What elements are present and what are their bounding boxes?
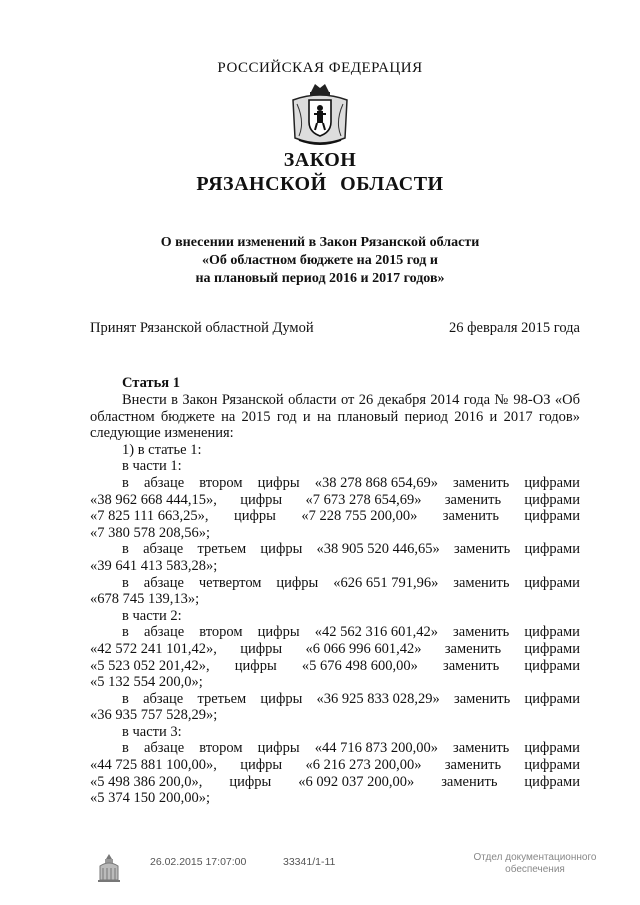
word: «6 216 273 200,00» [305,757,422,774]
word: цифры [240,491,283,508]
text-line [90,774,580,791]
word: «38 962 668 444,15», [90,491,217,508]
coat-of-arms-icon [285,82,355,150]
word: «36 925 833 028,29» [316,690,440,707]
word: «42 572 241 101,42», [90,640,217,657]
word: абзаце [143,740,185,757]
word: заменить [442,508,499,525]
word: цифры [257,624,300,641]
word: «38 905 520 446,65» [316,541,440,558]
word: «6 092 037 200,00» [298,773,415,790]
word: цифрами [524,757,580,774]
registration-footer [0,852,640,892]
word: заменить [453,624,510,641]
word: заменить [443,657,500,674]
word: «42 562 316 601,42» [314,624,438,641]
word: третьем [197,541,247,558]
word: «5 523 052 201,42», [90,657,210,674]
word: в [122,740,129,757]
word: заменить [453,574,510,591]
word: цифры [240,640,283,657]
word: четвертом [198,574,262,591]
word: цифры [260,690,303,707]
word: заменить [444,491,502,508]
law-title-line1: ЗАКОН [283,149,357,171]
adoption-date: 26 февраля 2015 года [448,320,580,336]
law-title [0,148,640,196]
word: «6 066 996 601,42» [305,640,422,657]
word: цифрами [524,574,580,591]
word: заменить [453,474,510,491]
department-line2: обеспечения [505,864,565,875]
word: «626 651 791,96» [333,574,439,591]
word: «44 725 881 100,00», [90,757,217,774]
text-line [90,475,580,492]
text-line [90,492,580,509]
word: цифры [257,474,300,491]
word: в [122,474,129,491]
word: цифры [260,541,303,558]
adopted-by: Принят Рязанской областной Думой [90,320,314,336]
word: абзаце [143,474,185,491]
word: цифрами [524,773,580,790]
word: абзаце [143,574,184,591]
duma-building-icon [96,852,122,884]
word: цифры [240,757,283,774]
law-title-line2: РЯЗАНСКОЙ ОБЛАСТИ [196,173,444,195]
word: цифры [257,740,300,757]
department-stamp [450,852,620,876]
word: втором [199,740,243,757]
word: цифрами [524,624,580,641]
registration-number: 33341/1-11 [283,856,336,868]
text-line [90,575,580,592]
text-line: «36 935 757 528,29»; [90,707,218,724]
part-1-heading: в части 1: [122,458,182,475]
text-line [90,641,580,658]
text-line [90,740,580,757]
word: цифрами [524,474,580,491]
word: цифры [233,508,276,525]
word: заменить [444,640,502,657]
word: цифрами [524,508,580,525]
text-line [90,658,580,675]
word: «5 498 386 200,0», [90,773,203,790]
word: заменить [444,757,502,774]
word: заменить [454,690,511,707]
word: цифрами [524,491,580,508]
word: абзаце [143,624,185,641]
country-name: РОССИЙСКАЯ ФЕДЕРАЦИЯ [217,60,423,76]
text-line [90,508,580,525]
item-1: 1) в статье 1: [122,441,202,458]
word: в [122,690,129,707]
word: абзаце [143,541,184,558]
article-heading: Статья 1 [122,375,180,391]
word: в [122,541,129,558]
law-subject [0,234,640,288]
word: заменить [454,541,511,558]
word: абзаце [143,690,184,707]
word: заменить [453,740,510,757]
word: цифрами [524,740,580,757]
department-line1: Отдел документационного [473,852,597,863]
text-line: «7 380 578 208,56»; [90,524,211,541]
word: «7 228 755 200,00» [301,508,418,525]
word: «5 676 498 600,00» [301,657,418,674]
text-line: «678 745 139,13»; [90,591,200,608]
subject-line3: на плановый период 2016 и 2017 годов» [195,271,445,286]
text-line [90,757,580,774]
word: заменить [441,773,498,790]
word: цифрами [524,690,580,707]
word: втором [199,474,243,491]
text-line [90,541,580,558]
word: цифрами [524,640,580,657]
word: цифрами [524,541,580,558]
word: цифрами [524,657,580,674]
word: втором [199,624,243,641]
subject-line2: «Об областном бюджете на 2015 год и [202,253,438,268]
text-line: «39 641 413 583,28»; [90,557,218,574]
word: «7 825 111 663,25», [90,508,209,525]
word: в [122,624,129,641]
text-line: «5 374 150 200,00»; [90,790,211,807]
subject-line1: О внесении изменений в Закон Рязанской области [160,235,480,250]
registration-timestamp: 26.02.2015 17:07:00 [150,856,247,868]
word: «44 716 873 200,00» [314,740,438,757]
word: «7 673 278 654,69» [305,491,422,508]
text-line [90,691,580,708]
word: цифры [229,773,272,790]
part-3-heading: в части 3: [122,723,182,740]
word: цифры [234,657,277,674]
word: цифры [276,574,319,591]
article-intro: Внести в Закон Рязанской области от 26 декабря 2014 года № 98-ОЗ «Об областном бюджете на 2015 год и на плановый период 2016 и 2017 годов» следующие изменения: [90,392,580,442]
word: в [122,574,129,591]
part-2-heading: в части 2: [122,607,182,624]
text-line: «5 132 554 200,0»; [90,674,203,691]
word: третьем [197,690,247,707]
text-line [90,624,580,641]
article-body [90,392,580,807]
word: «38 278 868 654,69» [314,474,438,491]
